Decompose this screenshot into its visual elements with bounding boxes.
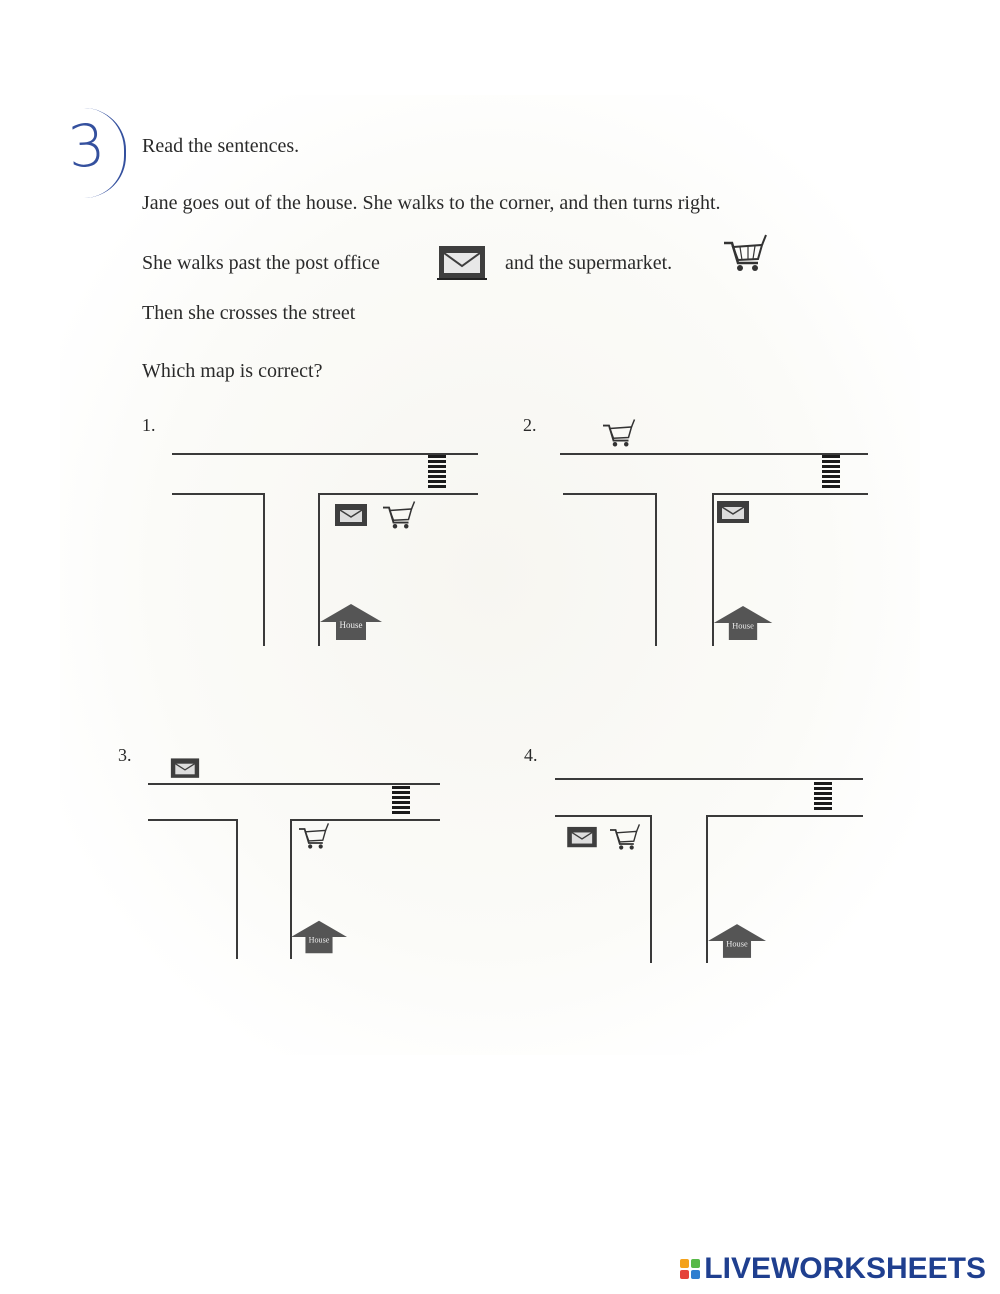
house-label: House [308, 935, 330, 945]
shopping-cart-icon [600, 418, 636, 448]
question-number: 3 [65, 110, 108, 182]
road-edge [712, 493, 868, 495]
road-edge [290, 819, 440, 821]
zebra-crossing-icon [822, 455, 840, 490]
zebra-crossing-icon [814, 782, 832, 812]
instruction-line-1: Read the sentences. [142, 135, 300, 157]
shopping-cart-icon [607, 823, 641, 851]
post-office-icon [334, 503, 368, 529]
instruction-line-3b: and the supermarket. [505, 252, 673, 274]
road-edge [563, 493, 655, 495]
road-top-edge [148, 783, 440, 785]
road-edge [172, 493, 264, 495]
post-office-icon [437, 244, 487, 280]
house-label: House [726, 939, 748, 949]
road-edge [236, 819, 238, 959]
road-edge [706, 815, 863, 817]
liveworksheets-logo [680, 1252, 986, 1286]
house-label: House [732, 620, 754, 631]
instruction-line-5: Which map is correct? [142, 360, 323, 382]
road-top-edge [555, 778, 863, 780]
road-edge [650, 815, 652, 963]
road-edge [148, 819, 236, 821]
house-arrow-icon [320, 604, 382, 640]
shopping-cart-icon [296, 822, 330, 850]
instruction-line-2: Jane goes out of the house. She walks to the corner, and then turns right. [142, 192, 721, 214]
map-number-3[interactable]: 3. [118, 745, 132, 765]
logo-text: LIVEWORKSHEETS [704, 1252, 986, 1285]
supermarket-icon [720, 233, 768, 273]
road-edge [655, 493, 657, 646]
map-number-1[interactable]: 1. [142, 415, 156, 435]
map-number-2[interactable]: 2. [523, 415, 537, 435]
logo-mark-icon [680, 1259, 700, 1279]
house-arrow-icon [708, 924, 766, 958]
road-edge [263, 493, 265, 646]
house-arrow-icon [291, 920, 347, 954]
map-number-4[interactable]: 4. [524, 745, 538, 765]
post-office-icon [716, 500, 750, 526]
house-label: House [339, 620, 363, 630]
road-edge [555, 815, 650, 817]
zebra-crossing-icon [428, 455, 446, 490]
house-arrow-icon [713, 606, 773, 640]
post-office-icon [566, 826, 598, 850]
post-office-icon [170, 757, 200, 781]
scanned-page [60, 95, 920, 1055]
instruction-line-4: Then she crosses the street [142, 302, 356, 324]
shopping-cart-icon [380, 500, 416, 530]
zebra-crossing-icon [392, 786, 410, 816]
instruction-line-3a: She walks past the post office [142, 252, 380, 274]
road-edge [318, 493, 478, 495]
